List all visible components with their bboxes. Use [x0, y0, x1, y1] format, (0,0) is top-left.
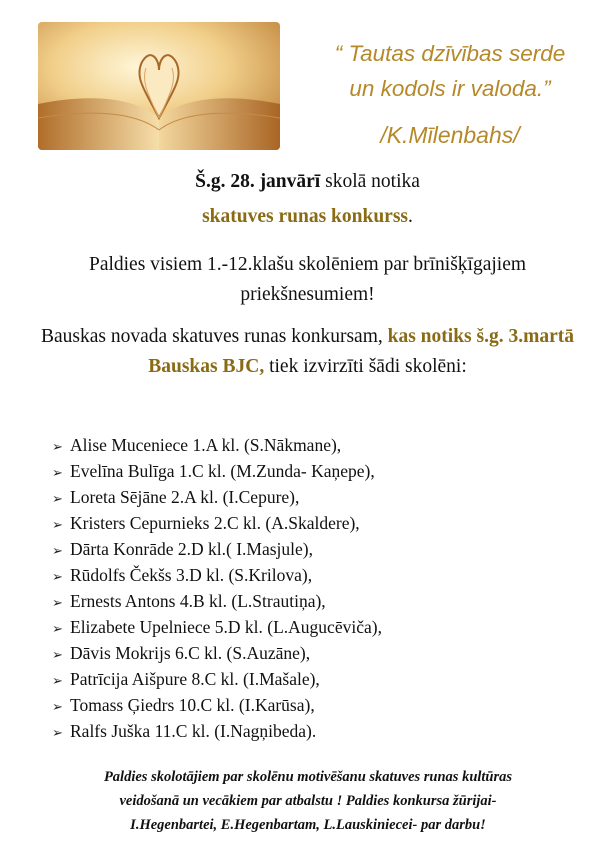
nomination-event: kas notiks š.g. 3.martā Bauskas BJC,	[148, 326, 574, 377]
arrow-bullet-icon: ➢	[52, 518, 63, 533]
student-entry: Ernests Antons 4.B kl. (L.Strautiņa),	[70, 591, 326, 611]
list-item	[52, 666, 382, 692]
footer-line-1: Paldies skolotājiem par skolēnu motivēšanu skatuves runas kultūras	[103, 769, 513, 785]
list-item	[52, 510, 382, 536]
arrow-bullet-icon: ➢	[52, 726, 63, 741]
student-entry: Ralfs Juška 11.C kl. (I.Nagņibeda).	[70, 721, 317, 741]
list-item	[52, 536, 382, 562]
arrow-bullet-icon: ➢	[52, 700, 63, 715]
open-book-heart-image	[38, 22, 280, 150]
footer-thanks	[28, 765, 588, 837]
arrow-bullet-icon: ➢	[52, 674, 63, 689]
nomination-text-2: tiek izvirzīti šādi skolēni:	[264, 356, 467, 377]
announcement-line-2	[0, 206, 615, 228]
arrow-bullet-icon: ➢	[52, 622, 63, 637]
list-item	[52, 640, 382, 666]
arrow-bullet-icon: ➢	[52, 570, 63, 585]
list-item	[52, 562, 382, 588]
list-item	[52, 484, 382, 510]
event-date: Š.g. 28. janvārī	[195, 171, 321, 192]
footer-line-3: I.Hegenbartei, E.Hegenbartam, L.Lauskiniecei- par darbu!	[130, 817, 486, 833]
arrow-bullet-icon: ➢	[52, 466, 63, 481]
student-list	[52, 432, 382, 744]
student-entry: Dāvis Mokrijs 6.C kl. (S.Auzāne),	[70, 643, 311, 663]
student-entry: Evelīna Bulīga 1.C kl. (M.Zunda- Kaņepe),	[70, 461, 375, 481]
quote-author: /K.Mīlenbahs/	[380, 122, 520, 148]
student-entry: Tomass Ģiedrs 10.C kl. (I.Karūsa),	[70, 695, 315, 715]
footer-line-2: veidošanā un vecākiem par atbalstu ! Paldies konkursa žūrijai-	[119, 793, 497, 809]
arrow-bullet-icon: ➢	[52, 492, 63, 507]
list-item	[52, 588, 382, 614]
list-item	[52, 692, 382, 718]
student-entry: Alise Muceniece 1.A kl. (S.Nākmane),	[70, 435, 342, 455]
student-entry: Loreta Sējāne 2.A kl. (I.Cepure),	[70, 487, 300, 507]
student-entry: Kristers Cepurnieks 2.C kl. (A.Skaldere),	[70, 513, 360, 533]
quote-line-1: “ Tautas dzīvības serde	[334, 41, 566, 66]
thanks-paragraph: Paldies visiem 1.-12.klašu skolēniem par brīnišķīgajiem priekšnesumiem!	[88, 254, 527, 305]
announcement-line-1	[0, 171, 615, 193]
event-title-punct: .	[408, 206, 413, 227]
event-text: skolā notika	[320, 171, 420, 192]
arrow-bullet-icon: ➢	[52, 648, 63, 663]
arrow-bullet-icon: ➢	[52, 544, 63, 559]
list-item	[52, 614, 382, 640]
quote-block	[300, 36, 600, 153]
student-entry: Dārta Konrāde 2.D kl.( I.Masjule),	[70, 539, 313, 559]
nomination-text-1: Bauskas novada skatuves runas konkursam,	[41, 326, 388, 347]
arrow-bullet-icon: ➢	[52, 596, 63, 611]
nomination-paragraph	[30, 322, 585, 382]
student-entry: Elizabete Upelniece 5.D kl. (L.Augucēviča),	[70, 617, 382, 637]
quote-line-2: un kodols ir valoda.”	[349, 76, 551, 101]
student-entry: Rūdolfs Čekšs 3.D kl. (S.Krilova),	[70, 565, 313, 585]
arrow-bullet-icon: ➢	[52, 440, 63, 455]
student-entry: Patrīcija Aišpure 8.C kl. (I.Mašale),	[70, 669, 320, 689]
list-item	[52, 718, 382, 744]
list-item	[52, 458, 382, 484]
event-title: skatuves runas konkurss	[202, 206, 409, 227]
list-item	[52, 432, 382, 458]
